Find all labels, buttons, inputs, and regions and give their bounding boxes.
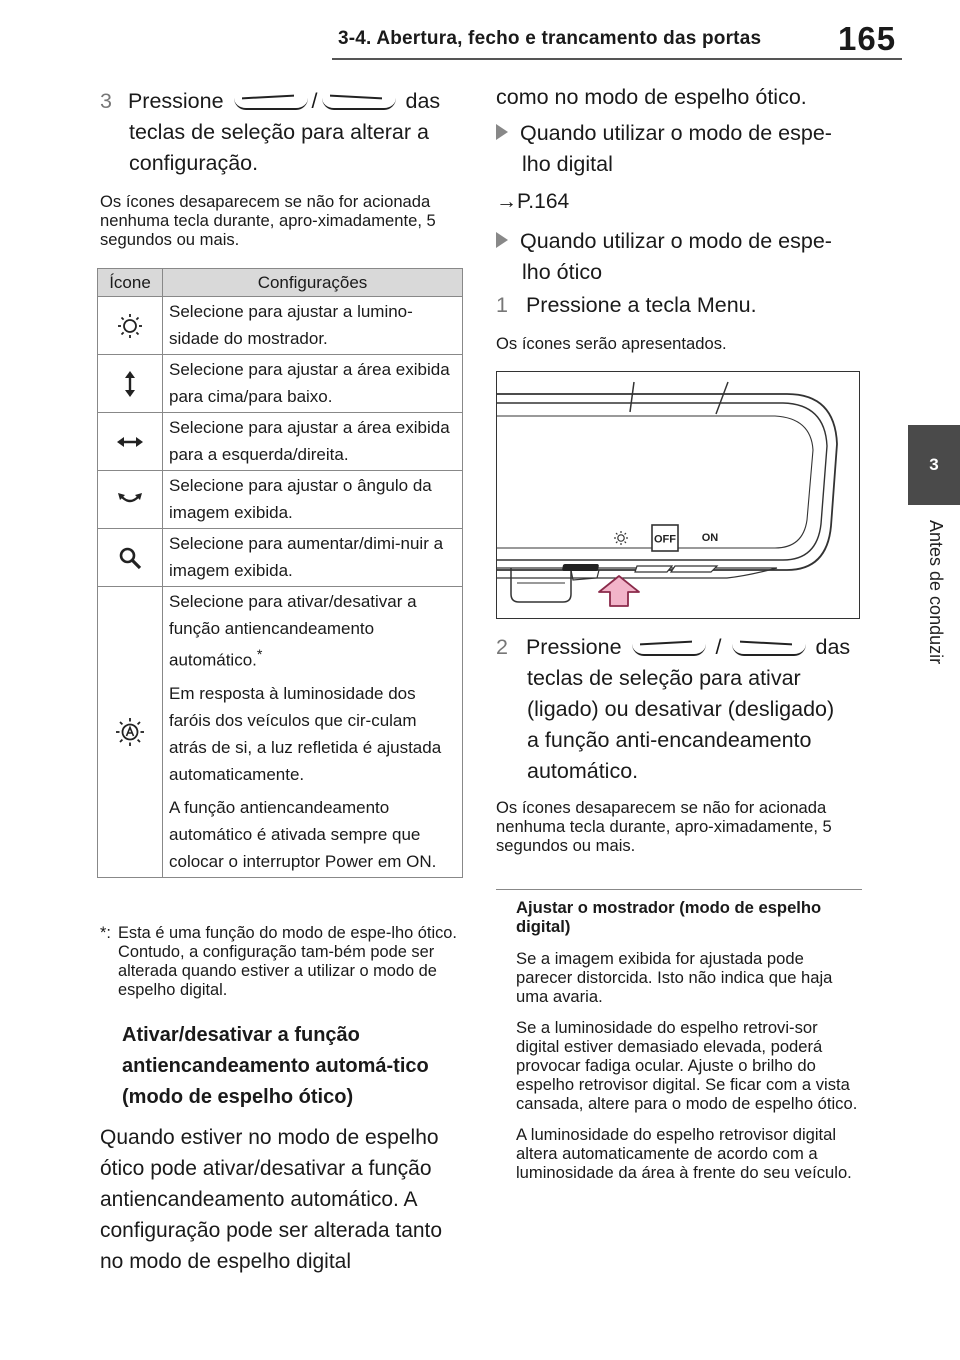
chapter-label: Antes de conduzir <box>926 520 946 665</box>
table-header-row <box>98 269 463 297</box>
header-icon: Ícone <box>98 269 163 297</box>
step-number: 1 <box>496 293 508 317</box>
page-number: 165 <box>838 20 897 57</box>
cell-text <box>169 588 456 674</box>
left-select-key-icon <box>632 640 706 656</box>
bullet-text: lho digital <box>522 152 613 176</box>
page-reference: →P.164 <box>496 190 570 213</box>
step-text: (ligado) ou desativar (desligado) <box>527 697 835 721</box>
right-select-key-icon <box>322 94 396 110</box>
note: Os ícones serão apresentados. <box>496 334 727 353</box>
cell-text: Selecione para ajustar a área exibida para cima/para baixo. <box>169 360 450 406</box>
vertical-arrows-icon <box>98 355 163 413</box>
subheading: Ativar/desativar a função antiencandeamento automá-tico (modo de espelho ótico) <box>122 1024 429 1108</box>
cell-text: Selecione para ajustar a área exibida para a esquerda/direita. <box>169 418 450 464</box>
bullet-text: Quando utilizar o modo de espe- <box>520 121 832 145</box>
info-box-rule <box>496 889 862 890</box>
cell-text: Selecione para ativar/desativar a função antiencandeamento automático. <box>169 592 417 670</box>
magnifier-icon <box>98 529 163 587</box>
table-cell <box>163 297 463 355</box>
table-row <box>98 529 463 587</box>
table-cell <box>163 355 463 413</box>
step-text: teclas de seleção para ativar <box>527 666 801 690</box>
off-label: OFF <box>654 533 676 546</box>
step-text: teclas de seleção para alterar a <box>129 120 429 144</box>
chapter-tab <box>908 425 960 505</box>
cell-text: Selecione para ajustar o ângulo da imagem exibida. <box>169 476 432 522</box>
mirror-illustration <box>496 371 860 619</box>
triangle-bullet-icon <box>496 124 508 140</box>
step-text: das <box>815 635 851 659</box>
table-row <box>98 413 463 471</box>
step-text: Pressione <box>525 635 622 659</box>
key-separator: / <box>715 635 722 659</box>
step-number: 3 <box>100 89 112 113</box>
auto-dimming-icon <box>98 587 163 878</box>
footnote-text: Esta é uma função do modo de espe-lho ótico. Contudo, a configuração tam-bém pode ser alterada quando estiver a utilizar o modo de espelho digital. <box>118 924 457 999</box>
step-1 <box>496 290 866 321</box>
info-paragraph: A luminosidade do espelho retrovisor digital altera automaticamente de acordo com a luminosidade da área à frente do seu veículo. <box>516 1125 852 1182</box>
table-row <box>98 471 463 529</box>
bullet-digital-mode <box>496 118 866 180</box>
step-text: Pressione <box>127 89 224 113</box>
info-box-title: Ajustar o mostrador (modo de espelho digital) <box>516 898 822 936</box>
bullet-text: Quando utilizar o modo de espe- <box>520 229 832 253</box>
table-cell <box>163 587 463 878</box>
table-cell <box>163 471 463 529</box>
on-label: ON <box>701 532 719 544</box>
paragraph-continued: como no modo de espelho ótico. <box>496 85 807 109</box>
triangle-bullet-icon <box>496 232 508 248</box>
step-text: configuração. <box>129 151 259 175</box>
bullet-text: lho ótico <box>522 260 603 284</box>
footnote-mark: *: <box>100 924 111 942</box>
chapter-number: 3 <box>929 455 939 474</box>
note: Os ícones desaparecem se não for acionada nenhuma tecla durante, apro-ximadamente, 5 segundos ou mais. <box>496 798 832 855</box>
settings-table <box>97 268 463 878</box>
paragraph: Quando estiver no modo de espelho ótico pode ativar/desativar a função antiencandeamento automático. A configuração pode ser alterada tanto no modo de espelho digital <box>100 1126 443 1273</box>
bullet-optical-mode <box>496 226 866 288</box>
step-text: Pressione a tecla Menu. <box>525 293 757 317</box>
section-title: 3-4. Abertura, fecho e trancamento das portas <box>338 28 762 49</box>
table-cell <box>163 413 463 471</box>
footnote <box>100 924 468 1000</box>
table-row <box>98 355 463 413</box>
header-rule <box>332 58 902 60</box>
cell-text: A função antiencandeamento automático é ativada sempre que colocar o interruptor Power em ON. <box>169 797 437 871</box>
brightness-icon <box>98 297 163 355</box>
tilt-icon <box>98 471 163 529</box>
footnote-mark: * <box>256 647 263 663</box>
step-text: automático. <box>527 759 639 783</box>
cell-text: Selecione para ajustar a lumino-sidade do mostrador. <box>169 302 413 348</box>
info-box <box>516 898 860 1194</box>
table-row <box>98 587 463 878</box>
note: Os ícones desaparecem se não for acionada nenhuma tecla durante, apro-ximadamente, 5 segundos ou mais. <box>100 192 436 249</box>
table-row <box>98 297 463 355</box>
key-separator: / <box>311 89 318 113</box>
table-cell <box>163 529 463 587</box>
right-select-key-icon <box>732 640 806 656</box>
cell-text: Em resposta à luminosidade dos faróis dos veículos que cir-culam atrás de si, a luz refletida é ajustada automaticamente. <box>169 683 442 784</box>
step-text: das <box>405 89 441 113</box>
info-paragraph: Se a luminosidade do espelho retrovi-sor digital estiver demasiado elevada, poderá provocar fadiga ocular. Ajuste o brilho do espelho retrovisor digital. Se ficar com a vista cansada, altere para o modo de espelho ótico. <box>516 1018 858 1113</box>
step-3 <box>100 86 470 179</box>
step-2 <box>496 632 868 787</box>
header-settings: Configurações <box>163 269 463 297</box>
info-paragraph: Se a imagem exibida for ajustada pode parecer distorcida. Isto não indica que haja uma avaria. <box>516 949 833 1006</box>
cell-text: Selecione para aumentar/dimi-nuir a imagem exibida. <box>169 534 444 580</box>
step-text: a função anti-encandeamento <box>527 728 812 752</box>
step-number: 2 <box>496 635 508 659</box>
horizontal-arrows-icon <box>98 413 163 471</box>
left-select-key-icon <box>234 94 308 110</box>
